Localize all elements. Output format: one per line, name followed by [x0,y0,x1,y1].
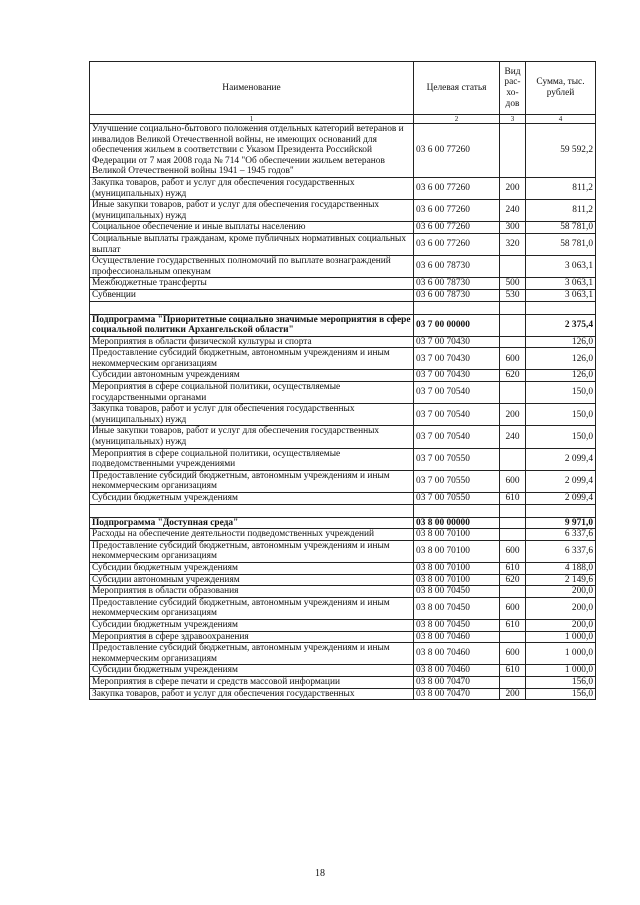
row-kind: 600 [500,597,526,619]
row-code: 03 7 00 70540 [414,404,500,426]
empty-cell [526,504,596,517]
row-kind [500,529,526,541]
row-name: Социальное обеспечение и иные выплаты населению [90,222,414,234]
row-kind: 600 [500,348,526,370]
row-code: 03 8 00 70100 [414,562,500,574]
column-number: 1 [90,115,414,124]
row-name: Предоставление субсидий бюджетным, автономным учреждениям и иным некоммерческим организациям [90,643,414,665]
row-amount: 1 000,0 [526,665,596,677]
table-row [90,597,596,619]
table-header [90,62,596,124]
empty-cell [414,504,500,517]
table-row [90,222,596,234]
row-name: Субсидии бюджетным учреждениям [90,665,414,677]
row-kind: 620 [500,574,526,586]
row-kind [500,124,526,178]
row-amount: 58 781,0 [526,222,596,234]
row-name: Предоставление субсидий бюджетным, автономным учреждениям и иным некоммерческим организациям [90,540,414,562]
row-code: 03 7 00 00000 [414,314,500,336]
row-code: 03 6 00 78730 [414,256,500,278]
table-row [90,586,596,598]
row-code: 03 6 00 77260 [414,200,500,222]
column-number: 3 [500,115,526,124]
row-code: 03 8 00 70450 [414,586,500,598]
row-amount: 2 099,4 [526,493,596,505]
row-kind: 600 [500,643,526,665]
row-name: Подпрограмма "Приоритетные социально значимые мероприятия в сфере социальной политики Архангельской области" [90,314,414,336]
row-kind: 240 [500,200,526,222]
row-kind [500,676,526,688]
row-code: 03 8 00 70450 [414,597,500,619]
row-name: Мероприятия в области образования [90,586,414,598]
row-name: Закупка товаров, работ и услуг для обеспечения государственных (муниципальных) нужд [90,177,414,199]
table-row [90,688,596,700]
row-kind: 620 [500,370,526,382]
row-kind: 500 [500,278,526,290]
table-row [90,289,596,301]
row-name: Закупка товаров, работ и услуг для обеспечения государственных (муниципальных) нужд [90,404,414,426]
row-amount: 2 375,4 [526,314,596,336]
row-name: Мероприятия в области физической культуры и спорта [90,336,414,348]
row-amount: 811,2 [526,200,596,222]
row-amount: 59 592,2 [526,124,596,178]
row-name: Субсидии автономным учреждениям [90,370,414,382]
row-code: 03 7 00 70430 [414,336,500,348]
row-code: 03 8 00 70100 [414,540,500,562]
row-kind: 600 [500,540,526,562]
row-name: Субвенции [90,289,414,301]
table-row [90,665,596,677]
row-amount: 126,0 [526,348,596,370]
header-code: Целевая статья [414,62,500,115]
row-name: Предоставление субсидий бюджетным, автономным учреждениям и иным некоммерческим организациям [90,597,414,619]
row-kind: 300 [500,222,526,234]
column-number-row [90,115,596,124]
row-amount: 2 099,4 [526,448,596,470]
row-kind [500,314,526,336]
row-name: Мероприятия в сфере социальной политики, осуществляемые подведомственными учреждениями [90,448,414,470]
row-name: Социальные выплаты гражданам, кроме публичных нормативных социальных выплат [90,233,414,255]
row-name: Субсидии бюджетным учреждениям [90,493,414,505]
row-amount: 1 000,0 [526,631,596,643]
table-body [90,124,596,700]
row-code: 03 7 00 70430 [414,370,500,382]
row-kind: 240 [500,426,526,448]
table-row [90,448,596,470]
row-amount: 150,0 [526,404,596,426]
row-name: Расходы на обеспечение деятельности подведомственных учреждений [90,529,414,541]
table-row [90,336,596,348]
row-name: Мероприятия в сфере здравоохранения [90,631,414,643]
row-code: 03 8 00 70450 [414,619,500,631]
row-amount: 811,2 [526,177,596,199]
row-code: 03 6 00 77260 [414,124,500,178]
row-amount: 126,0 [526,336,596,348]
row-amount: 3 063,1 [526,289,596,301]
row-code: 03 7 00 70540 [414,382,500,404]
spacer-row [90,504,596,517]
row-name: Субсидии бюджетным учреждениям [90,619,414,631]
row-code: 03 7 00 70540 [414,426,500,448]
subprogram-row [90,314,596,336]
row-code: 03 7 00 70430 [414,348,500,370]
row-code: 03 8 00 00000 [414,517,500,529]
row-kind: 530 [500,289,526,301]
subprogram-row [90,517,596,529]
row-name: Иные закупки товаров, работ и услуг для обеспечения государственных (муниципальных) нужд [90,200,414,222]
row-amount: 2 149,6 [526,574,596,586]
row-amount: 200,0 [526,619,596,631]
table-row [90,574,596,586]
row-code: 03 8 00 70470 [414,676,500,688]
row-code: 03 7 00 70550 [414,470,500,492]
table-row [90,256,596,278]
header-amount: Сумма, тыс. рублей [526,62,596,115]
table-row [90,643,596,665]
table-row [90,124,596,178]
header-row [90,62,596,115]
row-amount: 9 971,0 [526,517,596,529]
row-name: Предоставление субсидий бюджетным, автономным учреждениям и иным некоммерческим организациям [90,470,414,492]
row-kind [500,517,526,529]
page-number: 18 [315,868,325,879]
column-number: 4 [526,115,596,124]
table-row [90,529,596,541]
row-amount: 1 000,0 [526,643,596,665]
row-name: Мероприятия в сфере печати и средств массовой информации [90,676,414,688]
row-code: 03 6 00 78730 [414,278,500,290]
empty-cell [500,504,526,517]
row-amount: 3 063,1 [526,256,596,278]
empty-cell [526,301,596,314]
row-amount: 126,0 [526,370,596,382]
table-row [90,493,596,505]
row-kind [500,586,526,598]
empty-cell [90,504,414,517]
row-code: 03 8 00 70100 [414,529,500,541]
row-name: Подпрограмма "Доступная среда" [90,517,414,529]
table-row [90,562,596,574]
row-code: 03 6 00 77260 [414,222,500,234]
row-kind [500,631,526,643]
row-amount: 156,0 [526,688,596,700]
row-name: Осуществление государственных полномочий по выплате вознаграждений профессиональным опекунам [90,256,414,278]
row-kind [500,448,526,470]
header-kind: Вид рас- хо- дов [500,62,526,115]
row-name: Мероприятия в сфере социальной политики, осуществляемые государственными органами [90,382,414,404]
row-kind [500,256,526,278]
table-row [90,404,596,426]
row-name: Предоставление субсидий бюджетным, автономным учреждениям и иным некоммерческим организациям [90,348,414,370]
table-row [90,676,596,688]
spacer-row [90,301,596,314]
row-kind: 600 [500,470,526,492]
budget-table [89,61,596,700]
row-kind: 200 [500,404,526,426]
table-row [90,540,596,562]
table-row [90,348,596,370]
row-kind: 610 [500,619,526,631]
row-amount: 6 337,6 [526,540,596,562]
row-amount: 150,0 [526,382,596,404]
row-code: 03 6 00 78730 [414,289,500,301]
table-row [90,631,596,643]
row-amount: 6 337,6 [526,529,596,541]
table-row [90,382,596,404]
table-row [90,177,596,199]
row-amount: 200,0 [526,586,596,598]
row-amount: 150,0 [526,426,596,448]
table-row [90,370,596,382]
row-name: Улучшение социально-бытового положения отдельных категорий ветеранов и инвалидов Великой Отечественной войны, не имеющих оснований для обеспечения жильем в соответствии с Указом Президента Российской Федерации от 7 мая 2008 года № 714 "Об обеспечении жильем ветеранов Великой Отечественной войны 1941 – 1945 годов" [90,124,414,178]
row-amount: 2 099,4 [526,470,596,492]
row-code: 03 8 00 70470 [414,688,500,700]
empty-cell [414,301,500,314]
empty-cell [90,301,414,314]
row-amount: 3 063,1 [526,278,596,290]
table-row [90,233,596,255]
row-amount: 200,0 [526,597,596,619]
row-kind [500,336,526,348]
header-name: Наименование [90,62,414,115]
row-code: 03 6 00 77260 [414,177,500,199]
row-amount: 4 188,0 [526,562,596,574]
table-row [90,278,596,290]
row-kind: 610 [500,562,526,574]
table-row [90,200,596,222]
row-kind: 200 [500,688,526,700]
row-name: Закупка товаров, работ и услуг для обеспечения государственных [90,688,414,700]
empty-cell [500,301,526,314]
row-name: Субсидии бюджетным учреждениям [90,562,414,574]
row-code: 03 8 00 70460 [414,665,500,677]
table-row [90,426,596,448]
row-amount: 58 781,0 [526,233,596,255]
row-code: 03 8 00 70100 [414,574,500,586]
row-amount: 156,0 [526,676,596,688]
row-code: 03 6 00 77260 [414,233,500,255]
row-name: Иные закупки товаров, работ и услуг для обеспечения государственных (муниципальных) нужд [90,426,414,448]
table-row [90,619,596,631]
row-name: Межбюджетные трансферты [90,278,414,290]
row-code: 03 7 00 70550 [414,493,500,505]
row-kind: 200 [500,177,526,199]
row-code: 03 7 00 70550 [414,448,500,470]
table-row [90,470,596,492]
row-code: 03 8 00 70460 [414,631,500,643]
row-kind [500,382,526,404]
row-name: Субсидии автономным учреждениям [90,574,414,586]
row-kind: 610 [500,493,526,505]
row-kind: 320 [500,233,526,255]
row-code: 03 8 00 70460 [414,643,500,665]
column-number: 2 [414,115,500,124]
row-kind: 610 [500,665,526,677]
